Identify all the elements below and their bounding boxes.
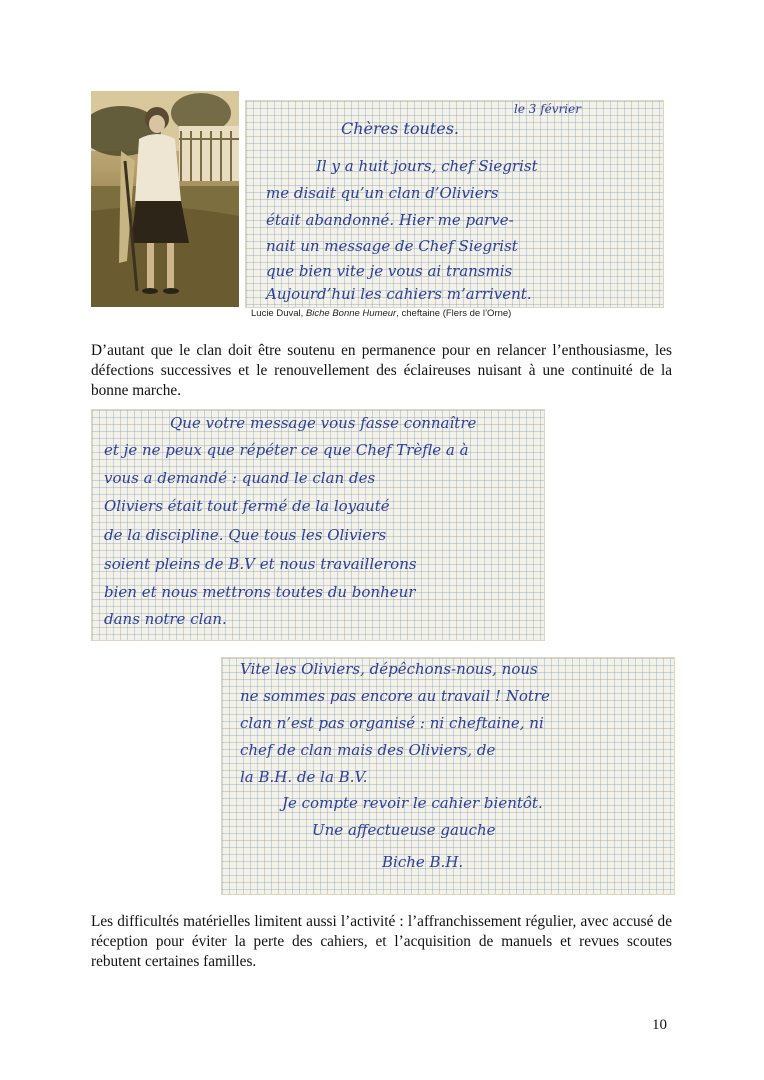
photo-caption bbox=[251, 308, 521, 319]
letter-line: Une affectueuse gauche bbox=[312, 821, 496, 839]
letter-line: Que votre message vous fasse connaître bbox=[170, 414, 477, 432]
portrait-photo bbox=[91, 91, 239, 307]
letter-line: chef de clan mais des Oliviers, de bbox=[240, 741, 496, 759]
body-paragraph-1: D’autant que le clan doit être soutenu en permanence pour en relancer l’enthousiasme, les défections successives et le renouvellement des éclaireuses nuisant à une continuité de la bonne marche. bbox=[91, 342, 672, 399]
handwritten-letter-2 bbox=[91, 409, 545, 641]
photo-illustration bbox=[91, 91, 239, 307]
caption-role: , cheftaine (Flers de l’Orne) bbox=[396, 308, 512, 319]
letter-line: me disait qu’un clan d’Oliviers bbox=[266, 184, 499, 202]
caption-name: Lucie Duval, bbox=[251, 308, 304, 319]
letter-line: bien et nous mettrons toutes du bonheur bbox=[104, 583, 416, 601]
letter-date: le 3 février bbox=[514, 102, 581, 116]
letter-line: nait un message de Chef Siegrist bbox=[266, 237, 518, 255]
letter-line: que bien vite je vous ai transmis bbox=[266, 262, 513, 280]
page-number: 10 bbox=[652, 1017, 667, 1033]
letter-line: dans notre clan. bbox=[104, 610, 227, 628]
handwritten-letter-3 bbox=[221, 657, 675, 895]
letter-line: vous a demandé : quand le clan des bbox=[104, 469, 376, 487]
letter-line: Je compte revoir le cahier bientôt. bbox=[282, 794, 543, 812]
letter-line: clan n’est pas organisé : ni cheftaine, ni bbox=[240, 714, 544, 732]
letter-line: était abandonné. Hier me parve- bbox=[266, 211, 514, 229]
letter-line: de la discipline. Que tous les Oliviers bbox=[104, 526, 387, 544]
letter-line: et je ne peux que répéter ce que Chef Trèfle a à bbox=[104, 441, 469, 459]
letter-line: Chères toutes. bbox=[341, 119, 459, 138]
body-paragraph-2: Les difficultés matérielles limitent aussi l’activité : l’affranchissement régulier, avec accusé de réception pour éviter la perte des cahiers, et l’acquisition de manuels et revues scoutes rebutent certaines familles. bbox=[91, 913, 672, 970]
letter-line: la B.H. de la B.V. bbox=[240, 768, 368, 786]
letter-line: ne sommes pas encore au travail ! Notre bbox=[240, 687, 550, 705]
letter-line: soient pleins de B.V et nous travaillerons bbox=[104, 555, 417, 573]
letter-line: Il y a huit jours, chef Siegrist bbox=[316, 157, 538, 175]
letter-line: Vite les Oliviers, dépêchons-nous, nous bbox=[240, 660, 538, 678]
caption-nickname: Biche Bonne Humeur bbox=[305, 308, 397, 319]
handwritten-letter-1 bbox=[245, 100, 664, 308]
letter-signature: Biche B.H. bbox=[382, 853, 464, 871]
letter-line: Oliviers était tout fermé de la loyauté bbox=[104, 497, 390, 515]
letter-line: Aujourd’hui les cahiers m’arrivent. bbox=[266, 285, 532, 303]
